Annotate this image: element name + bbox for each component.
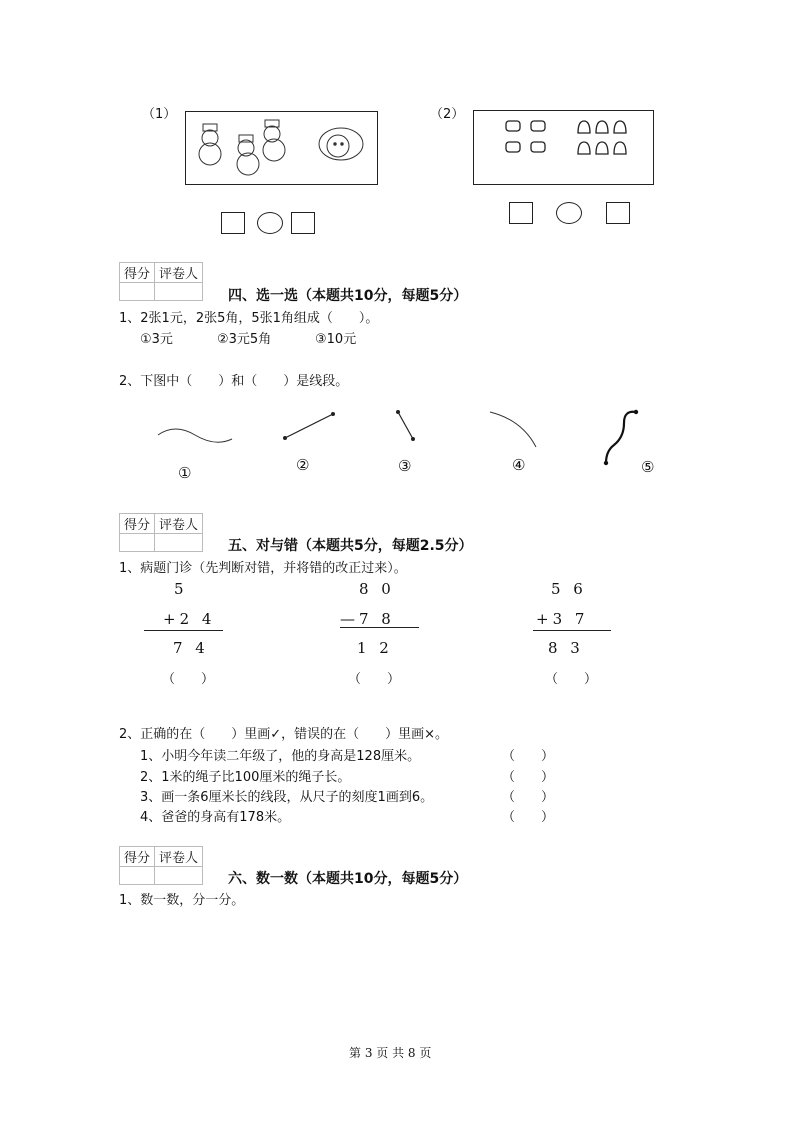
score-cell[interactable] bbox=[120, 283, 155, 301]
answer-square[interactable] bbox=[606, 202, 630, 224]
score-cell[interactable] bbox=[120, 534, 155, 552]
answer-square[interactable] bbox=[509, 202, 533, 224]
answer-square[interactable] bbox=[291, 212, 315, 234]
figure-mark-4: ④ bbox=[512, 456, 526, 474]
question-text: 1、2张1元，2张5角，5张1角组成（ ）。 bbox=[119, 311, 379, 326]
snowmen-picture bbox=[186, 112, 377, 184]
score-label: 得分 bbox=[120, 263, 155, 283]
calc-1-answer[interactable]: （ ） bbox=[162, 672, 215, 687]
score-cell[interactable] bbox=[120, 867, 155, 885]
statement-4: 4、爸爸的身高有178米。 bbox=[140, 810, 291, 825]
picture-box-phones-bells bbox=[473, 110, 654, 185]
question-label-1: （1） bbox=[142, 107, 177, 122]
grader-label: 评卷人 bbox=[155, 847, 203, 867]
question-label-2: （2） bbox=[430, 107, 465, 122]
calc-3-line bbox=[533, 630, 611, 631]
section-title: 四、选一选（本题共10分，每题5分） bbox=[228, 288, 468, 304]
answer-circle[interactable] bbox=[257, 212, 283, 234]
question-text: 1、数一数，分一分。 bbox=[119, 893, 245, 908]
option-2: ②3元5角 bbox=[217, 332, 272, 347]
statement-4-answer[interactable]: （ ） bbox=[502, 810, 555, 825]
option-1: ①3元 bbox=[140, 332, 173, 347]
score-label: 得分 bbox=[120, 847, 155, 867]
page-number: 第 3 页 共 8 页 bbox=[349, 1046, 432, 1060]
grader-label: 评卷人 bbox=[155, 263, 203, 283]
section-title: 六、数一数（本题共10分，每题5分） bbox=[228, 871, 468, 887]
option-3: ③10元 bbox=[315, 332, 357, 347]
score-box bbox=[119, 513, 203, 552]
question-text: 2、正确的在（ ）里画✓，错误的在（ ）里画×。 bbox=[119, 727, 449, 742]
calc-3-answer[interactable]: （ ） bbox=[545, 672, 598, 687]
picture-box-snowmen bbox=[185, 111, 378, 185]
score-box bbox=[119, 846, 203, 885]
statement-3: 3、画一条6厘米长的线段，从尺子的刻度1画到6。 bbox=[140, 790, 434, 805]
calc-3-operand: +3 7 bbox=[536, 610, 589, 628]
statement-1-answer[interactable]: （ ） bbox=[502, 749, 555, 764]
grader-cell[interactable] bbox=[155, 867, 203, 885]
phones-bells-picture bbox=[474, 111, 653, 184]
calc-2-operand: —7 8 bbox=[340, 610, 395, 628]
score-box bbox=[119, 262, 203, 301]
score-label: 得分 bbox=[120, 514, 155, 534]
statement-3-answer[interactable]: （ ） bbox=[502, 790, 555, 805]
calc-2-top: 8 0 bbox=[359, 580, 395, 598]
question-text: 1、病题门诊（先判断对错，并将错的改正过来）。 bbox=[119, 561, 407, 576]
calc-1-operand: +2 4 bbox=[163, 610, 216, 628]
answer-square[interactable] bbox=[221, 212, 245, 234]
calc-1-result: 7 4 bbox=[173, 639, 209, 657]
section-title: 五、对与错（本题共5分，每题2.5分） bbox=[228, 538, 473, 554]
statement-1: 1、小明今年读二年级了，他的身高是128厘米。 bbox=[140, 749, 421, 764]
calc-2-result: 1 2 bbox=[357, 639, 393, 657]
statement-2: 2、1米的绳子比100厘米的绳子长。 bbox=[140, 770, 351, 785]
calc-3-top: 5 6 bbox=[551, 580, 587, 598]
grader-label: 评卷人 bbox=[155, 514, 203, 534]
question-text: 2、下图中（ ）和（ ）是线段。 bbox=[119, 374, 349, 389]
figure-mark-5: ⑤ bbox=[641, 458, 655, 476]
figure-mark-1: ① bbox=[178, 464, 192, 482]
answer-circle[interactable] bbox=[556, 202, 582, 224]
calc-1-line bbox=[144, 630, 223, 631]
grader-cell[interactable] bbox=[155, 534, 203, 552]
figure-mark-2: ② bbox=[296, 456, 310, 474]
calc-2-answer[interactable]: （ ） bbox=[348, 672, 401, 687]
statement-2-answer[interactable]: （ ） bbox=[502, 770, 555, 785]
figure-mark-3: ③ bbox=[398, 457, 412, 475]
calc-2-line bbox=[340, 627, 419, 628]
line-figures bbox=[0, 405, 794, 465]
grader-cell[interactable] bbox=[155, 283, 203, 301]
calc-3-result: 8 3 bbox=[548, 639, 584, 657]
calc-1-top: 5 bbox=[174, 580, 188, 598]
